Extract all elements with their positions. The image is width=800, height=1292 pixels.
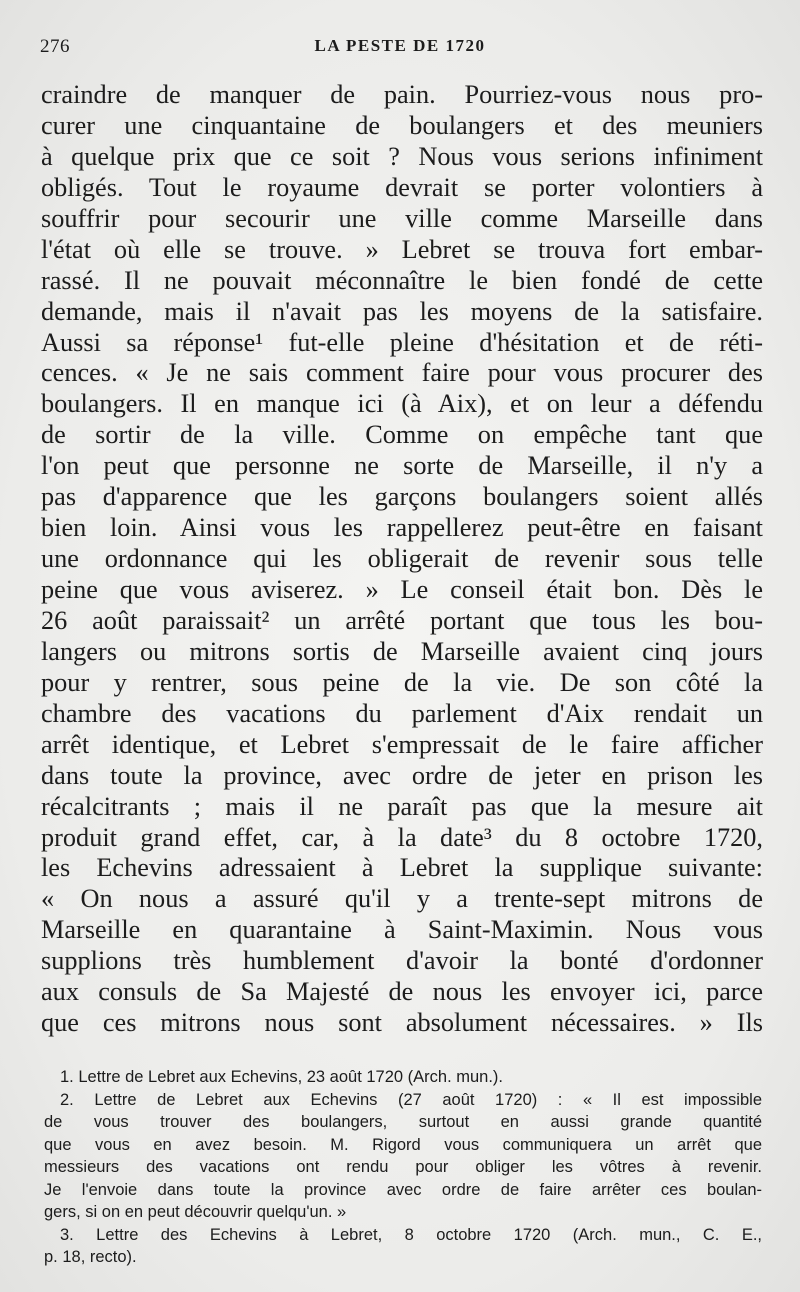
body-line: obligés. Tout le royaume devrait se porter volontiers à: [41, 172, 763, 202]
body-line: pas d'apparence que les garçons boulangers soient allés: [41, 482, 763, 512]
footnote-line: de vous trouver des boulangers, surtout en aussi grande quantité: [44, 1113, 762, 1131]
body-line: souffrir pour secourir une ville comme Marseille dans: [41, 203, 763, 233]
footnote-line: 1. Lettre de Lebret aux Echevins, 23 août 1720 (Arch. mun.).: [60, 1068, 504, 1086]
footnote-line: Je l'envoie dans toute la province avec ordre de faire arrêter ces boulan-: [44, 1180, 762, 1199]
body-line: peine que vous aviserez. » Le conseil était bon. Dès le: [41, 575, 763, 604]
body-line: Aussi sa réponse¹ fut-elle pleine d'hésitation et de réti-: [41, 327, 763, 357]
body-line: pour y rentrer, sous peine de la vie. De son côté la: [41, 667, 763, 697]
body-line: produit grand effet, car, à la date³ du 8 octobre 1720,: [41, 822, 763, 852]
body-line: bien loin. Ainsi vous les rappellerez peut-être en faisant: [41, 513, 763, 543]
body-line: Marseille en quarantaine à Saint-Maximin. Nous vous: [41, 915, 763, 945]
body-line: une ordonnance qui les obligerait de revenir sous telle: [41, 544, 763, 574]
body-line: « On nous a assuré qu'il y a trente-sept mitrons de: [41, 884, 763, 914]
footnote-line: que vous en avez besoin. M. Rigord vous communiquera un arrêt que: [44, 1135, 762, 1154]
body-line: supplions très humblement d'avoir la bonté d'ordonner: [41, 946, 763, 976]
body-line: dans toute la province, avec ordre de jeter en prison les: [41, 760, 763, 790]
body-line: de sortir de la ville. Comme on empêche tant que: [41, 420, 763, 450]
body-line: langers ou mitrons sortis de Marseille avaient cinq jours: [41, 636, 763, 666]
body-line: cences. « Je ne sais comment faire pour vous procurer des: [41, 358, 763, 388]
body-line: arrêt identique, et Lebret s'empressait de le faire afficher: [41, 729, 763, 759]
footnote-line: 3. Lettre des Echevins à Lebret, 8 octobre 1720 (Arch. mun., C. E.,: [60, 1225, 762, 1244]
body-line: les Echevins adressaient à Lebret la supplique suivante:: [41, 853, 763, 883]
footnote-line: gers, si on en peut découvrir quelqu'un. »: [44, 1203, 347, 1221]
footnote-line: messieurs des vacations ont rendu pour obliger les vôtres à revenir.: [44, 1158, 762, 1176]
body-line: chambre des vacations du parlement d'Aix rendait un: [41, 698, 763, 728]
body-line: l'on peut que personne ne sorte de Marseille, il n'y a: [41, 451, 763, 481]
body-line: aux consuls de Sa Majesté de nous les envoyer ici, parce: [41, 977, 763, 1007]
body-line: 26 août paraissait² un arrêté portant que tous les bou-: [41, 605, 763, 635]
footnote-line: p. 18, recto).: [44, 1248, 137, 1266]
body-line: boulangers. Il en manque ici (à Aix), et on leur a défendu: [41, 389, 763, 419]
running-title: LA PESTE DE 1720: [314, 36, 486, 55]
body-line: rassé. Il ne pouvait méconnaître le bien fondé de cette: [41, 265, 763, 295]
body-line: récalcitrants ; mais il ne paraît pas que la mesure ait: [41, 791, 763, 821]
body-line: que ces mitrons nous sont absolument nécessaires. » Ils: [41, 1008, 763, 1038]
body-line: curer une cinquantaine de boulangers et des meuniers: [41, 110, 763, 140]
running-head: [40, 36, 760, 60]
body-line: à quelque prix que ce soit ? Nous vous serions infiniment: [41, 141, 763, 171]
body-line: demande, mais il n'avait pas les moyens de la satisfaire.: [41, 296, 763, 326]
body-text: [41, 80, 763, 1039]
footnote-line: 2. Lettre de Lebret aux Echevins (27 août 1720) : « Il est impossible: [60, 1090, 762, 1109]
page-number: 276: [40, 36, 70, 57]
footnotes: [44, 1066, 762, 1269]
body-line: l'état où elle se trouve. » Lebret se trouva fort embar-: [41, 234, 763, 264]
body-line: craindre de manquer de pain. Pourriez-vous nous pro-: [41, 80, 763, 109]
